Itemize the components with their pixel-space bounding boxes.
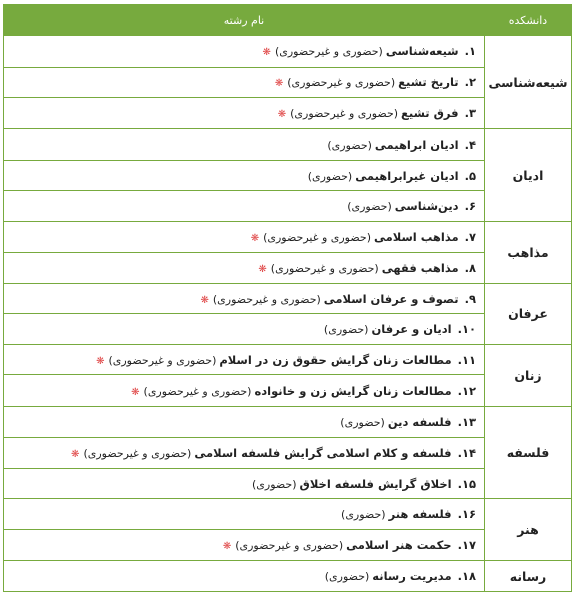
major-name: حکمت هنر اسلامی (346, 538, 452, 553)
major-name: ادیان غیرابراهیمی (355, 168, 459, 183)
major-name: شیعه‌شناسی (385, 44, 459, 59)
major-cell (4, 561, 485, 592)
major-cell (4, 314, 485, 344)
row-number: ۶. (464, 199, 476, 214)
major-name: مذاهب فقهی (381, 261, 459, 276)
attendance-mode: (حضوری و غیرحضوری) (212, 292, 321, 306)
faculty-cell: رسانه (485, 561, 572, 592)
faculty-cell: ادیان (485, 129, 572, 221)
star-icon: ❋ (250, 233, 260, 245)
major-cell (4, 344, 485, 374)
major-name: مدیریت رسانه (372, 569, 452, 584)
table-row (4, 499, 572, 529)
attendance-mode: (حضوری) (347, 200, 392, 214)
major-name: فرق تشیع (401, 106, 459, 121)
attendance-mode: (حضوری و غیرحضوری) (270, 262, 379, 276)
attendance-mode: (حضوری و غیرحضوری) (287, 76, 396, 90)
row-number: ۱۲. (457, 383, 476, 398)
major-cell (4, 529, 485, 561)
attendance-mode: (حضوری و غیرحضوری) (274, 45, 383, 59)
star-icon: ❋ (258, 264, 267, 276)
major-name: مطالعات زنان گرایش حقوق زن در اسلام (219, 352, 452, 367)
attendance-mode: (حضوری) (327, 138, 372, 152)
faculty-cell: زنان (485, 344, 572, 406)
major-cell (4, 283, 485, 313)
row-number: ۱۴. (457, 446, 476, 461)
major-name: فلسفه هنر (388, 507, 452, 522)
major-name: دین‌شناسی (394, 199, 459, 214)
faculty-cell: شیعه‌شناسی (485, 36, 572, 129)
row-number: ۱۸. (457, 569, 476, 584)
major-cell (4, 375, 485, 407)
major-cell (4, 406, 485, 438)
major-cell (4, 160, 485, 190)
table-row (4, 36, 572, 68)
faculty-cell: فلسفه (485, 406, 572, 498)
faculty-cell: هنر (485, 499, 572, 561)
major-name: اخلاق گرایش فلسفه اخلاق (299, 476, 452, 491)
faculty-cell: مذاهب (485, 221, 572, 283)
row-number: ۳. (464, 106, 476, 121)
star-icon: ❋ (96, 355, 105, 367)
row-number: ۱۷. (457, 538, 476, 553)
attendance-mode: (حضوری و غیرحضوری) (143, 384, 252, 398)
row-number: ۱. (464, 44, 476, 59)
star-icon: ❋ (131, 386, 140, 398)
faculty-cell: عرفان (485, 283, 572, 344)
row-number: ۲. (464, 75, 476, 90)
major-name: ادیان و عرفان (371, 322, 452, 337)
major-column-header: نام رشته (4, 5, 485, 36)
row-number: ۹. (464, 291, 476, 306)
major-name: فلسفه و کلام اسلامی گرایش فلسفه اسلامی (194, 446, 452, 461)
attendance-mode: (حضوری) (340, 416, 385, 430)
attendance-mode: (حضوری) (307, 169, 353, 183)
table-row (4, 406, 572, 438)
major-cell (4, 253, 485, 283)
major-name: ادیان ابراهیمی (374, 137, 459, 152)
row-number: ۴. (464, 137, 476, 152)
major-cell (4, 36, 485, 68)
row-number: ۱۳. (457, 415, 476, 430)
row-number: ۱۶. (457, 507, 476, 522)
table-row (4, 344, 572, 374)
star-icon: ❋ (277, 109, 287, 121)
row-number: ۱۵. (457, 476, 476, 491)
major-name: مذاهب اسلامی (374, 230, 459, 245)
table-row (4, 283, 572, 313)
major-cell (4, 438, 485, 468)
row-number: ۷. (464, 230, 476, 245)
attendance-mode: (حضوری) (252, 477, 297, 491)
row-number: ۱۱. (457, 352, 476, 367)
major-cell (4, 67, 485, 97)
table-row (4, 129, 572, 161)
star-icon: ❋ (274, 78, 284, 90)
attendance-mode: (حضوری) (323, 323, 369, 337)
attendance-mode: (حضوری و غیرحضوری) (263, 231, 371, 245)
major-name: تاریخ تشیع (398, 75, 459, 90)
row-number: ۵. (464, 168, 476, 183)
table-row (4, 221, 572, 253)
major-cell (4, 499, 485, 529)
table-body (4, 36, 572, 592)
table-header-row (4, 5, 572, 36)
programs-table (3, 4, 572, 592)
star-icon: ❋ (200, 294, 209, 306)
major-name: فلسفه دین (387, 415, 452, 430)
star-icon: ❋ (71, 449, 80, 461)
attendance-mode: (حضوری و غیرحضوری) (83, 447, 192, 461)
major-cell (4, 129, 485, 161)
star-icon: ❋ (222, 541, 232, 553)
attendance-mode: (حضوری و غیرحضوری) (290, 107, 399, 121)
star-icon: ❋ (262, 47, 271, 59)
attendance-mode: (حضوری) (341, 508, 386, 522)
attendance-mode: (حضوری و غیرحضوری) (108, 353, 217, 367)
attendance-mode: (حضوری و غیرحضوری) (235, 539, 344, 553)
attendance-mode: (حضوری) (324, 570, 370, 584)
row-number: ۱۰. (457, 322, 476, 337)
major-cell (4, 191, 485, 221)
row-number: ۸. (464, 261, 476, 276)
faculty-column-header: دانشکده (485, 5, 572, 36)
major-cell (4, 221, 485, 253)
table-row (4, 561, 572, 592)
major-name: مطالعات زنان گرایش زن و خانواده (254, 383, 452, 398)
major-cell (4, 97, 485, 129)
major-cell (4, 468, 485, 498)
major-name: تصوف و عرفان اسلامی (323, 291, 459, 306)
